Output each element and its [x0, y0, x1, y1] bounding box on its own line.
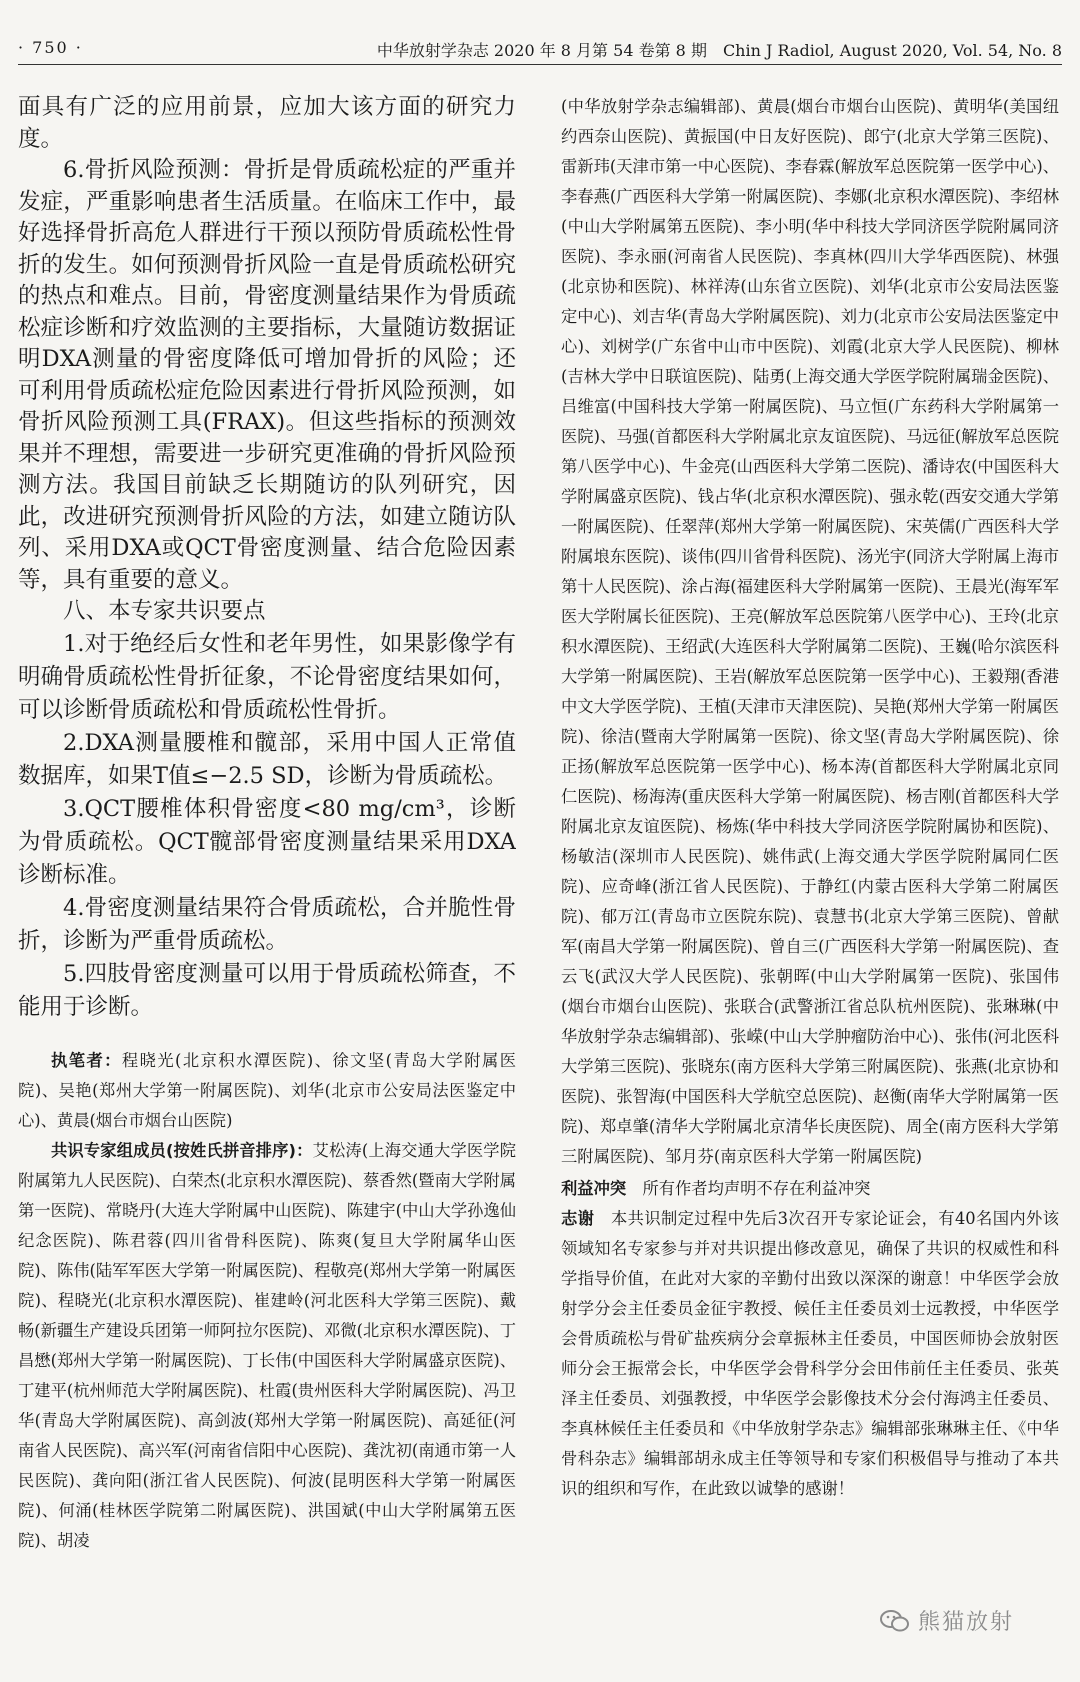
key-point-2: 2.DXA测量腰椎和髋部，采用中国人正常值数据库，如果T值≤−2.5 SD，诊断为骨质疏松。	[18, 729, 516, 789]
key-point-4: 4.骨密度测量结果符合骨质疏松，合并脆性骨折，诊断为严重骨质疏松。	[18, 894, 516, 954]
ack-text: 本共识制定过程中先后3次召开专家论证会，有40名国内外该领域知名专家参与并对共识提出修改意见，确保了共识的权威性和科学指导价值，在此对大家的辛勤付出致以深深的谢意！中华医学会放射学分会主任委员金征宇教授、候任主任委员刘士远教授，中华医学会骨质疏松与骨矿盐疾病分会章振林主任委员，中国医师协会放射医师分会王振常会长，中华医学会骨科学分会田伟前任主任委员、张英泽主任委员、刘强教授，中华医学会影像技术分会付海鸿主任委员、李真林候任主任委员和《中华放射学杂志》编辑部张琳琳主任、《中华骨科杂志》编辑部胡永成主任等领导和专家们积极倡导与推动了本共识的组织和写作，在此致以诚挚的感谢！	[561, 1209, 1059, 1498]
paragraph-continued: 面具有广泛的应用前景，应加大该方面的研究力度。	[18, 94, 516, 152]
experts-paragraph	[18, 1136, 516, 1556]
left-column	[18, 92, 516, 1682]
right-column	[561, 92, 1059, 1652]
wechat-icon	[880, 1609, 910, 1633]
key-point-3: 3.QCT腰椎体积骨密度<80 mg/cm³，诊断为骨质疏松。QCT髋部骨密度测量结果采用DXA诊断标准。	[18, 795, 516, 888]
journal-citation: 中华放射学杂志 2020 年 8 月第 54 卷第 8 期 Chin J Radiol, August 2020, Vol. 54, No. 8	[376, 41, 1062, 60]
page-number: · 750 ·	[18, 38, 83, 57]
experts-list-continued: (中华放射学杂志编辑部)、黄晨(烟台市烟台山医院)、黄明华(美国纽约西奈山医院)、黄振国(中日友好医院)、郎宁(北京大学第三医院)、雷新玮(天津市第一中心医院)、李春霖(解放军总医院第一医学中心)、李春燕(广西医科大学第一附属医院)、李娜(北京积水潭医院)、李绍林(中山大学附属第五医院)、李小明(华中科技大学同济医学院附属同济医院)、李永丽(河南省人民医院)、李真林(四川大学华西医院)、林强(北京协和医院)、林祥涛(山东省立医院)、刘华(北京市公安局法医鉴定中心)、刘吉华(青岛大学附属医院)、刘力(北京市公安局法医鉴定中心)、刘树学(广东省中山市中医院)、刘霞(北京大学人民医院)、柳林(吉林大学中日联谊医院)、陆勇(上海交通大学医学院附属瑞金医院)、吕维富(中国科技大学第一附属医院)、马立恒(广东药科大学附属第一医院)、马强(首都医科大学附属北京友谊医院)、马远征(解放军总医院第八医学中心)、牛金亮(山西医科大学第二医院)、潘诗农(中国医科大学附属盛京医院)、钱占华(北京积水潭医院)、强永乾(西安交通大学第一附属医院)、任翠萍(郑州大学第一附属医院)、宋英儒(广西医科大学附属埌东医院)、谈伟(四川省骨科医院)、汤光宇(同济大学附属上海市第十人民医院)、涂占海(福建医科大学附属第一医院)、王晨光(海军军医大学附属长征医院)、王亮(解放军总医院第八医学中心)、王玲(北京积水潭医院)、王绍武(大连医科大学附属第二医院)、王巍(哈尔滨医科大学第一附属医院)、王岩(解放军总医院第一医学中心)、王毅翔(香港中文大学医学院)、王植(天津市天津医院)、吴艳(郑州大学第一附属医院)、徐洁(暨南大学附属第一医院)、徐文坚(青岛大学附属医院)、徐正扬(解放军总医院第一医学中心)、杨本涛(首都医科大学附属北京同仁医院)、杨海涛(重庆医科大学第一附属医院)、杨吉刚(首都医科大学附属北京友谊医院)、杨炼(华中科技大学同济医学院附属协和医院)、杨敏洁(深圳市人民医院)、姚伟武(上海交通大学医学院附属同仁医院)、应奇峰(浙江省人民医院)、于静红(内蒙古医科大学第二附属医院)、郁万江(青岛市立医院东院)、袁慧书(北京大学第三医院)、曾献军(南昌大学第一附属医院)、曾自三(广西医科大学第一附属医院)、查云飞(武汉大学人民医院)、张朝晖(中山大学附属第一医院)、张国伟(烟台市烟台山医院)、张联合(武警浙江省总队杭州医院)、张琳琳(中华放射学杂志编辑部)、张嵘(中山大学肿瘤防治中心)、张伟(河北医科大学第三医院)、张晓东(南方医科大学第三附属医院)、张燕(北京协和医院)、张智海(中国医科大学航空总医院)、赵衡(南华大学附属第一医院)、郑卓肇(清华大学附属北京清华长庚医院)、周全(南方医科大学第三附属医院)、邹月芬(南京医科大学第一附属医院)	[561, 97, 1059, 1166]
acknowledgement	[561, 1204, 1059, 1504]
section-heading-key-points: 八、本专家共识要点	[63, 598, 266, 624]
watermark	[880, 1605, 1014, 1636]
authors-label: 执笔者：	[51, 1050, 122, 1070]
watermark-text: 熊猫放射	[917, 1610, 1014, 1635]
experts-label: 共识专家组成员(按姓氏拼音排序)：	[51, 1140, 313, 1160]
coi-text: 所有作者均声明不存在利益冲突	[642, 1179, 871, 1198]
authors-list: 程晓光(北京积水潭医院)、徐文坚(青岛大学附属医院)、吴艳(郑州大学第一附属医院)、刘华(北京市公安局法医鉴定中心)、黄晨(烟台市烟台山医院)	[18, 1050, 516, 1130]
key-point-1: 1.对于绝经后女性和老年男性，如果影像学有明确骨质疏松性骨折征象，不论骨密度结果如何，可以诊断骨质疏松和骨质疏松性骨折。	[18, 630, 516, 723]
paragraph-fracture-risk: 6.骨折风险预测：骨折是骨质疏松症的严重并发症，严重影响患者生活质量。在临床工作中，最好选择骨折高危人群进行干预以预防骨质疏松性骨折的发生。如何预测骨折风险一直是骨质疏松研究的热点和难点。目前，骨密度测量结果作为骨质疏松症诊断和疗效监测的主要指标，大量随访数据证明DXA测量的骨密度降低可增加骨折的风险；还可利用骨质疏松症危险因素进行骨折风险预测，如骨折风险预测工具(FRAX)。但这些指标的预测效果并不理想，需要进一步研究更准确的骨折风险预测方法。我国目前缺乏长期随访的队列研究，因此，改进研究预测骨折风险的方法，如建立随访队列、采用DXA或QCT骨密度测量、结合危险因素等，具有重要的意义。	[18, 157, 516, 593]
authors-paragraph	[18, 1046, 516, 1136]
ack-label: 志谢	[561, 1209, 595, 1228]
conflict-of-interest	[561, 1174, 1059, 1204]
coi-label: 利益冲突	[561, 1179, 627, 1198]
key-point-5: 5.四肢骨密度测量可以用于骨质疏松筛查，不能用于诊断。	[18, 960, 516, 1020]
experts-list: 艾松涛(上海交通大学医学院附属第九人民医院)、白荣杰(北京积水潭医院)、蔡香然(暨南大学附属第一医院)、常晓丹(大连大学附属中山医院)、陈建宇(中山大学孙逸仙纪念医院)、陈君蓉(四川省骨科医院)、陈爽(复旦大学附属华山医院)、陈伟(陆军军医大学第一附属医院)、程敬亮(郑州大学第一附属医院)、程晓光(北京积水潭医院)、崔建岭(河北医科大学第三医院)、戴畅(新疆生产建设兵团第一师阿拉尔医院)、邓微(北京积水潭医院)、丁昌懋(郑州大学第一附属医院)、丁长伟(中国医科大学附属盛京医院)、丁建平(杭州师范大学附属医院)、杜霞(贵州医科大学附属医院)、冯卫华(青岛大学附属医院)、高剑波(郑州大学第一附属医院)、高延征(河南省人民医院)、高兴军(河南省信阳中心医院)、龚沈初(南通市第一人民医院)、龚向阳(浙江省人民医院)、何波(昆明医科大学第一附属医院)、何涌(桂林医学院第二附属医院)、洪国斌(中山大学附属第五医院)、胡凌	[18, 1140, 516, 1550]
page-header	[18, 30, 1062, 65]
